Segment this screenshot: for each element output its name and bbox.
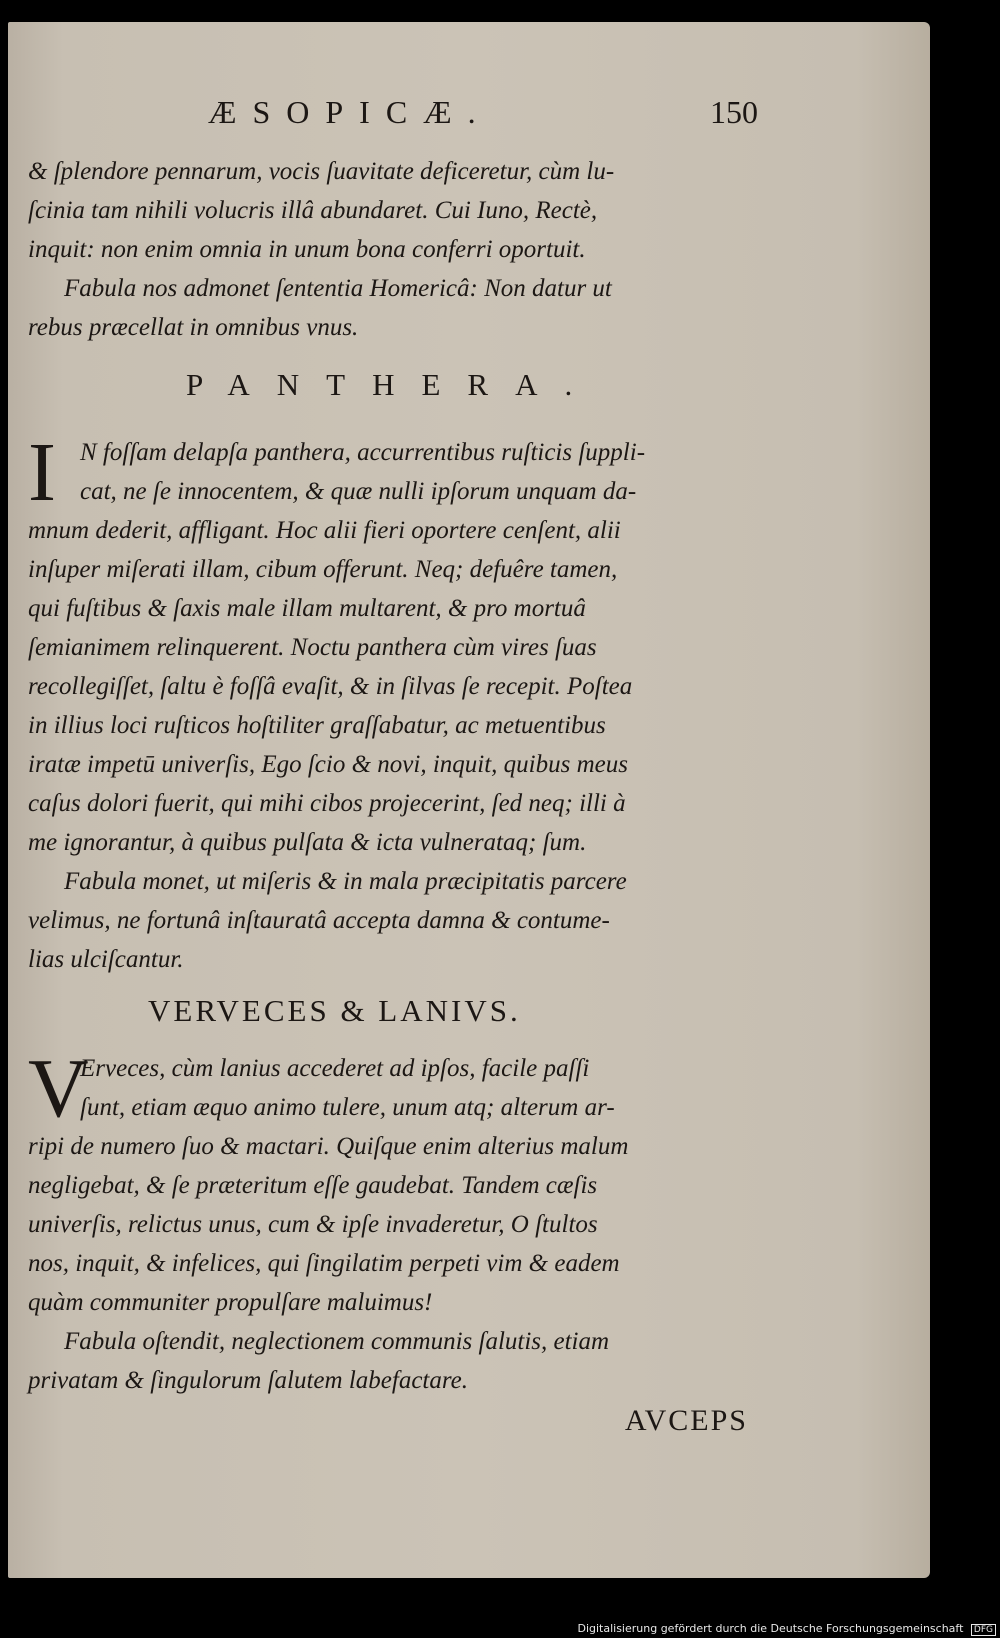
text-line: mnum dederit, affligant. Hoc alii fieri oportere cenſent, alii: [28, 517, 621, 544]
running-head-title: ÆSOPICÆ.: [208, 94, 492, 130]
book-page: [8, 22, 930, 1578]
text-line: quàm communiter propulſare maluimus!: [28, 1289, 433, 1316]
fable-panthera: [28, 426, 748, 979]
text-line: negligebat, & ſe præteritum eſſe gaudebat. Tandem cæſis: [28, 1172, 598, 1199]
drop-cap: V: [28, 1042, 89, 1135]
moral-line: velimus, ne fortunâ inſtauratâ accepta damna & contume-: [28, 907, 610, 934]
continued-fable: [28, 152, 748, 347]
text-line: iratæ impetū univerſis, Ego ſcio & novi, inquit, quibus meus: [28, 751, 628, 778]
running-head: [28, 92, 758, 152]
dfg-logo: DFG: [971, 1624, 996, 1636]
funding-footer: [577, 1622, 996, 1636]
text-line: qui fuſtibus & ſaxis male illam multarent, & pro mortuâ: [28, 595, 586, 622]
page-text-block: [28, 92, 758, 1438]
text-line: ſemianimem relinquerent. Noctu panthera cùm vires ſuas: [28, 634, 597, 661]
moral-line: Fabula nos admonet ſententia Homericâ: Non datur ut: [64, 275, 612, 302]
text-line: in illius loci ruſticos hoſtiliter graſſabatur, ac metuentibus: [28, 712, 606, 739]
text-line: nos, inquit, & infelices, qui ſingilatim perpeti vim & eadem: [28, 1250, 620, 1277]
text-line: recollegiſſet, ſaltu è foſſâ evaſit, & in ſilvas ſe recepit. Poſtea: [28, 673, 633, 700]
text-line: ripi de numero ſuo & mactari. Quiſque enim alterius malum: [28, 1133, 629, 1160]
text-line: N foſſam delapſa panthera, accurrentibus ruſticis ſuppli-: [80, 439, 646, 466]
catchword: AVCEPS: [624, 1404, 748, 1437]
drop-cap: I: [28, 426, 56, 519]
moral-line: Fabula monet, ut miſeris & in mala præcipitatis parcere: [64, 868, 627, 895]
moral-line: Fabula oſtendit, neglectionem communis ſalutis, etiam: [64, 1328, 610, 1355]
fable-verveces: [28, 1042, 748, 1400]
funding-text: Digitalisierung gefördert durch die Deutsche Forschungsgemeinschaft: [577, 1622, 964, 1635]
text-line: Erveces, cùm lanius accederet ad ipſos, facile paſſi: [80, 1055, 590, 1082]
text-line: inſuper miſerati illam, cibum offerunt. Neq; defuêre tamen,: [28, 556, 618, 583]
text-line: inquit: non enim omnia in unum bona conferri oportuit.: [28, 236, 586, 263]
text-line: me ignorantur, à quibus pulſata & icta vulnerataq; ſum.: [28, 829, 587, 856]
moral-line: lias ulciſcantur.: [28, 946, 184, 973]
moral-line: rebus præcellat in omnibus vnus.: [28, 314, 359, 341]
text-line: ſcinia tam nihili volucris illâ abundaret. Cui Iuno, Rectè,: [28, 197, 598, 224]
text-line: ſunt, etiam æquo animo tulere, unum atq; alterum ar-: [80, 1094, 615, 1121]
text-line: caſus dolori fuerit, qui mihi cibos projecerint, ſed neq; illi à: [28, 790, 626, 817]
moral-line: privatam & ſingulorum ſalutem labefactare.: [28, 1367, 469, 1394]
fable-heading-panthera: PANTHERA.: [186, 367, 600, 402]
text-line: univerſis, relictus unus, cum & ipſe invaderetur, O ſtultos: [28, 1211, 598, 1238]
fable-heading-verveces: VERVECES & LANIVS.: [148, 993, 521, 1028]
text-line: & ſplendore pennarum, vocis ſuavitate deficeretur, cùm lu-: [28, 158, 615, 185]
page-number: 150: [710, 94, 758, 130]
text-line: cat, ne ſe innocentem, & quæ nulli ipſorum unquam da-: [80, 478, 637, 505]
